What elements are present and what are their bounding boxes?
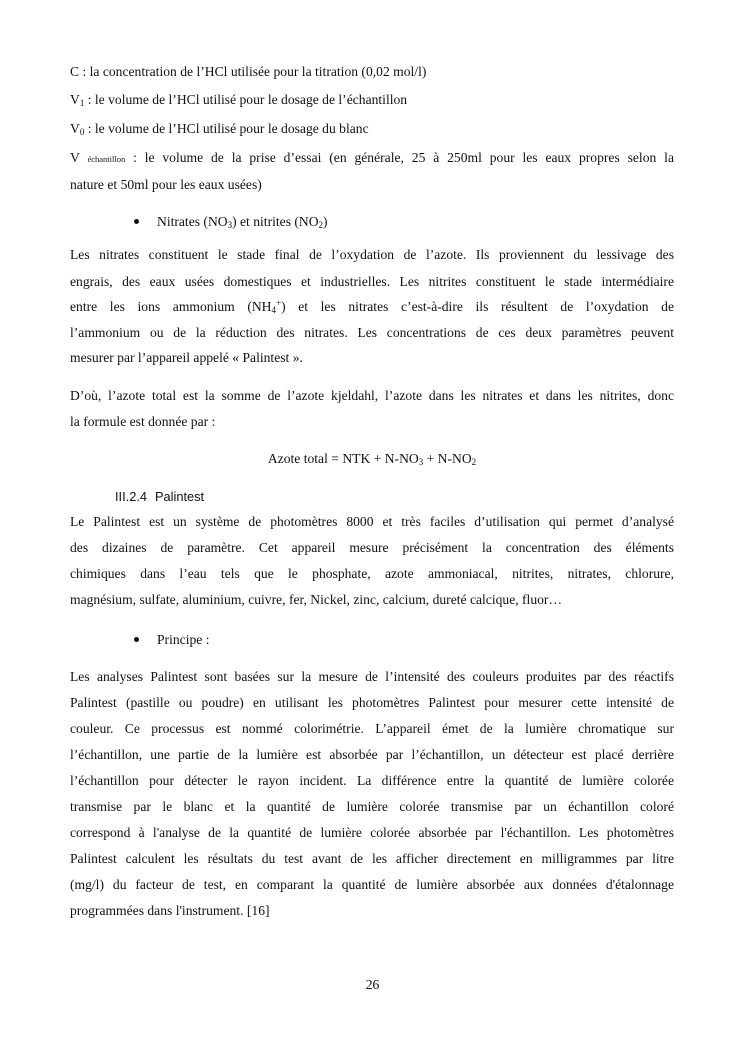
text: V [70, 150, 88, 165]
text: ) et les nitrates c’est-à-dire ils résultent de l’oxydation de [281, 299, 674, 314]
text: ) [323, 214, 328, 229]
section-title: Palintest [155, 489, 205, 504]
paragraph-line: des dizaines de paramètre. Cet appareil mesure précisément la concentration des éléments [70, 540, 674, 555]
paragraph-line: chimiques dans l’eau tels que le phosphate, azote ammoniacal, nitrites, nitrates, chlorure, [70, 566, 674, 581]
text: Nitrates (NO [157, 214, 228, 229]
paragraph-line: couleur. Ce processus est nommé colorimétrie. L’appareil émet de la lumière chromatique sur [70, 721, 674, 736]
paragraph-line [70, 299, 674, 315]
subscript: 4 [271, 305, 276, 315]
bullet-icon [134, 637, 139, 642]
paragraph-line: transmise par le blanc et la quantité de lumière colorée transmise par un échantillon coloré [70, 799, 674, 814]
text: Principe : [157, 632, 210, 647]
paragraph-line: Les nitrates constituent le stade final de l’oxydation de l’azote. Ils proviennent du lessivage des [70, 247, 674, 262]
section-heading [115, 489, 204, 504]
bullet-icon [134, 219, 139, 224]
text: + N-NO [423, 451, 472, 466]
paragraph-line: Le Palintest est un système de photomètres 8000 et très faciles d’utilisation qui permet d’analysé [70, 514, 674, 529]
paragraph-line: engrais, des eaux usées domestiques et industrielles. Les nitrites constituent le stade intermédiaire [70, 274, 674, 289]
paragraph-line: Palintest calculent les résultats du test avant de les afficher directement en milligrammes par litre [70, 851, 674, 866]
subscript: 2 [471, 457, 477, 467]
definition-v-echantillon-cont: nature et 50ml pour les eaux usées) [70, 177, 262, 192]
paragraph-line: l’échantillon, une partie de la lumière est absorbée par l’échantillon, un détecteur est placé derrière [70, 747, 674, 762]
subscript: 3 [227, 220, 233, 230]
definition-v-echantillon [70, 150, 674, 167]
definition-v0 [70, 121, 674, 137]
paragraph-line: (mg/l) du facteur de test, en comparant la quantité de lumière absorbée aux données d'étalonnage [70, 877, 674, 892]
definition-v1 [70, 92, 674, 108]
text: ) et nitrites (NO [232, 214, 319, 229]
subscript: 0 [79, 127, 85, 137]
page-number: 26 [365, 977, 380, 992]
text: Azote total = NTK + N-NO [267, 451, 419, 466]
formula [70, 451, 674, 467]
superscript: + [276, 298, 282, 308]
subscript: échantillon [87, 154, 126, 164]
paragraph-line: l’ammonium ou de la réduction des nitrates. Les concentrations de ces deux paramètres peuvent [70, 325, 674, 340]
text: : le volume de l’HCl utilisé pour le dosage de l’échantillon [84, 92, 408, 107]
text: : le volume de l’HCl utilisé pour le dosage du blanc [84, 121, 369, 136]
paragraph-line: l’échantillon pour détecter le rayon incident. La différence entre la quantité de lumière colorée [70, 773, 674, 788]
text: V [70, 92, 80, 107]
paragraph-line: programmées dans l'instrument. [16] [70, 903, 270, 918]
subscript: 2 [318, 220, 324, 230]
paragraph-line: Les analyses Palintest sont basées sur la mesure de l’intensité des couleurs produites par des réactifs [70, 669, 674, 684]
paragraph-line: la formule est donnée par : [70, 414, 216, 429]
bullet-nitrates [134, 214, 328, 230]
section-number: III.2.4 [115, 489, 148, 504]
text: V [70, 121, 80, 136]
paragraph-line: correspond à l'analyse de la quantité de lumière colorée absorbée par l'échantillon. Les photomètres [70, 825, 674, 840]
text: : le volume de la prise d’essai (en générale, 25 à 250ml pour les eaux propres selon la [125, 150, 674, 165]
subscript: 1 [79, 98, 85, 108]
bullet-principe [134, 632, 209, 648]
paragraph-line: Palintest (pastille ou poudre) en utilisant les photomètres Palintest pour mesurer cette intensité de [70, 695, 674, 710]
paragraph-line: D’où, l’azote total est la somme de l’azote kjeldahl, l’azote dans les nitrates et dans les nitrites, donc [70, 388, 674, 403]
paragraph-line: magnésium, sulfate, aluminium, cuivre, fer, Nickel, zinc, calcium, dureté calcique, fluor… [70, 592, 563, 607]
paragraph-line: mesurer par l’appareil appelé « Palintest ». [70, 350, 303, 365]
definition-c: C : la concentration de l’HCl utilisée pour la titration (0,02 mol/l) [70, 64, 427, 79]
subscript: 3 [418, 457, 424, 467]
text: entre les ions ammonium (NH [70, 299, 272, 314]
